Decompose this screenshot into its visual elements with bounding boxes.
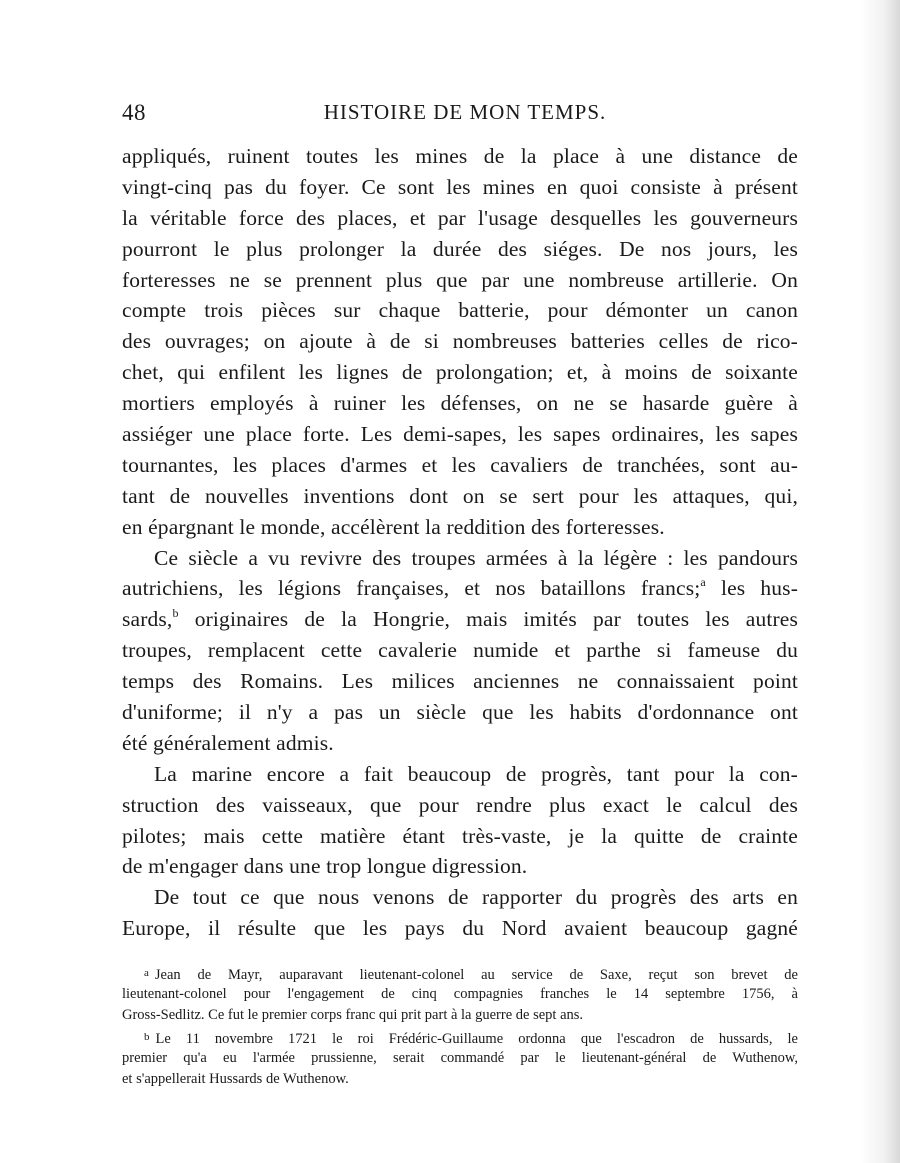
text-line: De tout ce que nous venons de rapporter du progrès des arts en bbox=[154, 885, 798, 910]
text-line: struction des vaisseaux, que pour rendre plus exact le calcul des bbox=[122, 792, 798, 817]
text-line: tournantes, les places d'armes et les cavaliers de tranchées, sont au- bbox=[122, 452, 798, 477]
text-line-with-footnote-ref bbox=[122, 604, 798, 635]
text-line-with-footnote-ref bbox=[122, 573, 798, 604]
footnote-line bbox=[122, 1027, 798, 1048]
footnote-line: et s'appellerait Hussards de Wuthenow. bbox=[122, 1070, 349, 1087]
text-line: pourront le plus prolonger la durée des siéges. De nos jours, les bbox=[122, 236, 798, 261]
text-line: appliqués, ruinent toutes les mines de la place à une distance de bbox=[122, 144, 798, 168]
text-line: forteresses ne se prennent plus que par une nombreuse artillerie. On bbox=[122, 267, 798, 292]
text-line: tant de nouvelles inventions dont on se sert pour les attaques, qui, bbox=[122, 483, 798, 508]
text-line: compte trois pièces sur chaque batterie, pour démonter un canon bbox=[122, 298, 798, 323]
footnote-text: Le 11 novembre 1721 le roi Frédéric-Guillaume ordonna que l'escadron de hussards, le bbox=[155, 1030, 798, 1047]
footnote-ref-b: b bbox=[172, 606, 179, 621]
footnote-line: lieutenant-colonel pour l'engagement de cinq compagnies franches le 14 septembre 1756, à bbox=[122, 986, 798, 1003]
text-line: d'uniforme; il n'y a pas un siècle que les habits d'ordonnance ont bbox=[122, 700, 798, 725]
text-segment: les hus- bbox=[705, 576, 798, 601]
text-line: la véritable force des places, et par l'usage desquelles les gouverneurs bbox=[122, 205, 798, 230]
footnote-marker-b: b bbox=[144, 1030, 150, 1043]
body-text bbox=[122, 141, 798, 944]
text-line: assiéger une place forte. Les demi-sapes, les sapes ordinaires, les sapes bbox=[122, 422, 798, 447]
running-title: HISTOIRE DE MON TEMPS. bbox=[323, 100, 607, 124]
page-header bbox=[122, 100, 798, 132]
footnote-line: Gross-Sedlitz. Ce fut le premier corps franc qui prit part à la guerre de sept ans. bbox=[122, 1007, 584, 1024]
page-number: 48 bbox=[122, 100, 146, 125]
text-line: chet, qui enfilent les lignes de prolongation; et, à moins de soixante bbox=[122, 360, 798, 385]
footnotes bbox=[122, 963, 798, 1090]
text-segment: originaires de la Hongrie, mais imités par toutes les autres bbox=[178, 607, 798, 632]
text-line: Ce siècle a vu revivre des troupes armées à la légère : les pandours bbox=[154, 545, 798, 570]
footnote-ref-a: a bbox=[700, 575, 706, 590]
text-line: vingt-cinq pas du foyer. Ce sont les mines en quoi consiste à présent bbox=[122, 174, 798, 199]
text-line: La marine encore a fait beaucoup de progrès, tant pour la con- bbox=[154, 761, 798, 786]
text-segment: sards, bbox=[122, 607, 173, 632]
footnote-marker-a: a bbox=[144, 967, 149, 979]
text-line: temps des Romains. Les milices anciennes ne connaissaient point bbox=[122, 669, 798, 694]
text-line: des ouvrages; on ajoute à de si nombreuses batteries celles de rico- bbox=[122, 329, 798, 354]
footnote-line: premier qu'a eu l'armée prussienne, serait commandé par le lieutenant-général de Wuthenow, bbox=[122, 1049, 798, 1066]
page-edge-shadow bbox=[860, 0, 900, 1163]
footnote-line bbox=[122, 963, 798, 984]
text-line: de m'engager dans une trop longue digression. bbox=[122, 854, 528, 879]
text-segment: autrichiens, les légions françaises, et nos bataillons francs; bbox=[122, 576, 701, 601]
text-line: mortiers employés à ruiner les défenses, on ne se hasarde guère à bbox=[122, 391, 798, 416]
text-line: en épargnant le monde, accélèrent la reddition des forteresses. bbox=[122, 514, 665, 539]
text-line: été généralement admis. bbox=[122, 730, 334, 755]
text-line: pilotes; mais cette matière étant très-vaste, je la quitte de crainte bbox=[122, 823, 798, 848]
text-line: troupes, remplacent cette cavalerie numide et parthe si fameuse du bbox=[122, 638, 798, 663]
footnote-text: Jean de Mayr, auparavant lieutenant-colonel au service de Saxe, reçut son brevet de bbox=[154, 967, 798, 983]
text-line: Europe, il résulte que les pays du Nord avaient beaucoup gagné bbox=[122, 916, 798, 941]
